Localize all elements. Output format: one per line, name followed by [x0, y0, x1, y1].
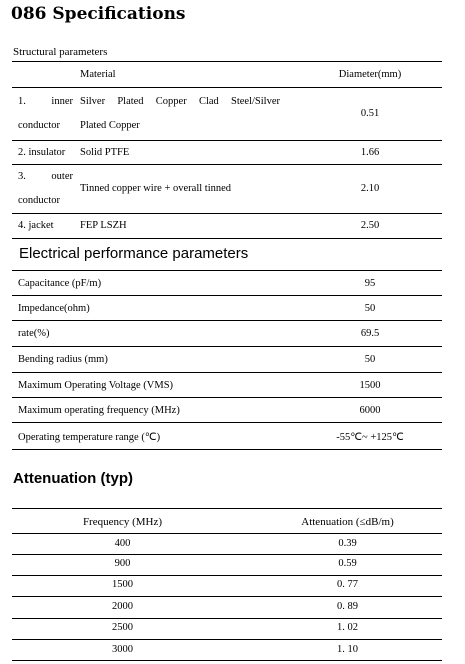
table-rule	[12, 320, 442, 321]
attenuation-value: 1. 10	[337, 644, 358, 655]
param-value: 6000	[359, 405, 381, 416]
param-value: 1500	[359, 380, 381, 391]
param-value: 95	[364, 278, 376, 289]
diameter-value: 0.51	[360, 108, 380, 119]
param-label: Maximum Operating Voltage (VMS)	[18, 380, 174, 391]
attenuation-value: 0.59	[338, 558, 357, 569]
param-value: 69.5	[360, 328, 380, 339]
table-rule	[12, 140, 442, 141]
part-label: conductor	[18, 195, 60, 206]
table-rule	[12, 554, 442, 555]
table-rule	[12, 295, 442, 296]
table-rule	[12, 346, 442, 347]
material-header: Material	[80, 69, 116, 80]
electrical-heading: Electrical performance parameters	[19, 245, 249, 262]
table-rule	[12, 270, 442, 271]
part-label: 1. inner	[18, 96, 73, 107]
param-value: -55℃~ +125℃	[336, 432, 404, 443]
param-label: rate(%)	[18, 328, 50, 339]
table-rule	[12, 596, 442, 597]
diameter-value: 2.10	[360, 183, 380, 194]
table-rule	[12, 164, 442, 165]
diameter-header: Diameter(mm)	[338, 69, 402, 80]
part-label: 4. jacket	[18, 220, 54, 231]
attenuation-value: 0.39	[338, 538, 357, 549]
frequency-value: 1500	[112, 579, 133, 590]
material-value: Silver Plated Copper Clad Steel/Silver	[80, 96, 280, 107]
table-rule	[12, 238, 442, 239]
table-rule	[12, 372, 442, 373]
table-rule	[12, 213, 442, 214]
part-label: 2. insulator	[18, 147, 66, 158]
part-label: 3. outer	[18, 171, 73, 182]
attenuation-header: Attenuation (≤dB/m)	[301, 516, 394, 528]
param-label: Maximum operating frequency (MHz)	[18, 405, 180, 416]
page-title: 086 Specifications	[11, 4, 186, 24]
structural-caption: Structural parameters	[13, 46, 108, 58]
param-label: Capacitance (pF/m)	[18, 278, 102, 289]
table-rule	[12, 533, 442, 534]
frequency-header: Frequency (MHz)	[82, 516, 163, 528]
table-rule	[12, 422, 442, 423]
table-rule	[12, 61, 442, 62]
material-value: Tinned copper wire + overall tinned	[80, 183, 232, 194]
frequency-value: 2000	[112, 601, 133, 612]
frequency-value: 900	[114, 558, 131, 569]
attenuation-value: 1. 02	[337, 622, 358, 633]
table-rule	[12, 87, 442, 88]
part-label: conductor	[18, 120, 60, 131]
table-rule	[12, 397, 442, 398]
table-rule	[12, 660, 442, 661]
frequency-value: 3000	[112, 644, 133, 655]
table-rule	[12, 618, 442, 619]
table-rule	[12, 508, 442, 509]
table-rule	[12, 575, 442, 576]
table-rule	[12, 639, 442, 640]
param-value: 50	[364, 354, 376, 365]
param-label: Bending radius (mm)	[18, 354, 108, 365]
param-label: Operating temperature range (℃)	[18, 432, 161, 443]
diameter-value: 2.50	[360, 220, 380, 231]
frequency-value: 400	[114, 538, 131, 549]
diameter-value: 1.66	[360, 147, 380, 158]
material-value: FEP LSZH	[80, 220, 127, 231]
attenuation-value: 0. 77	[337, 579, 358, 590]
attenuation-heading: Attenuation (typ)	[13, 470, 133, 487]
param-value: 50	[364, 303, 376, 314]
material-value: Solid PTFE	[80, 147, 130, 158]
attenuation-value: 0. 89	[337, 601, 358, 612]
material-value: Plated Copper	[80, 120, 140, 131]
param-label: Impedance(ohm)	[18, 303, 90, 314]
table-rule	[12, 449, 442, 450]
frequency-value: 2500	[112, 622, 133, 633]
